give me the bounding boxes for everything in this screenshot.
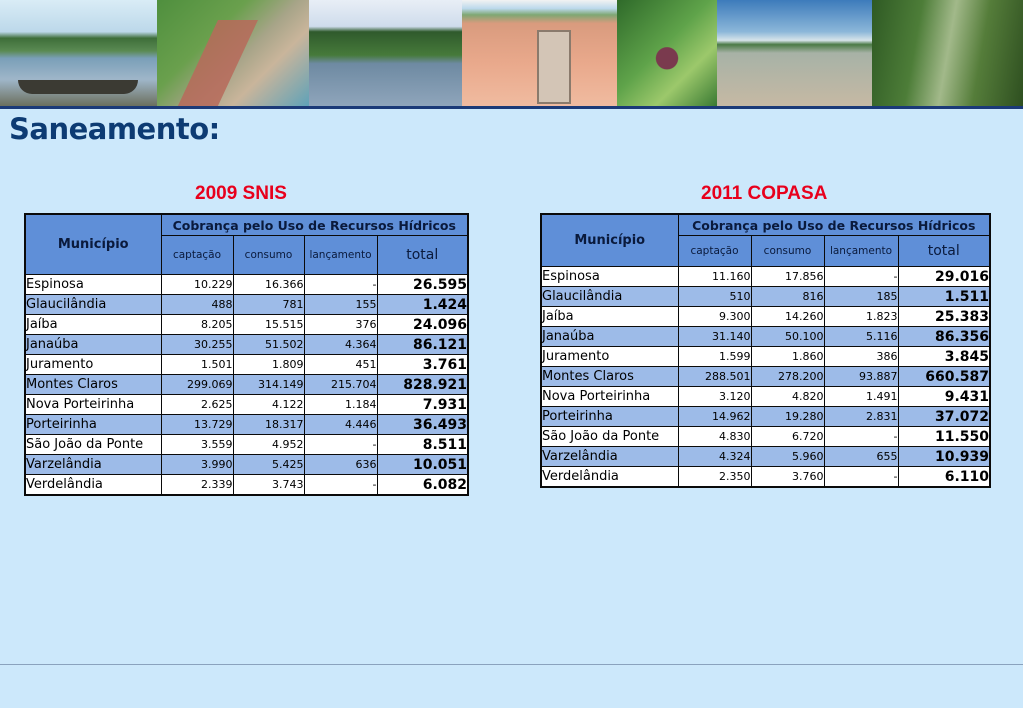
table-row: [541, 267, 990, 287]
table-row: [541, 407, 990, 427]
consumo-cell: 4.122: [233, 395, 304, 415]
captacao-cell: 4.830: [678, 427, 751, 447]
captacao-cell: 10.229: [161, 275, 233, 295]
captacao-cell: 2.625: [161, 395, 233, 415]
table-row: [25, 395, 468, 415]
lancamento-cell: 4.446: [304, 415, 377, 435]
table-row: [25, 315, 468, 335]
column-header-consumo: consumo: [233, 236, 304, 275]
consumo-cell: 314.149: [233, 375, 304, 395]
municipio-cell: Nova Porteirinha: [541, 387, 678, 407]
captacao-cell: 2.339: [161, 475, 233, 496]
total-cell: 10.051: [377, 455, 468, 475]
column-header-total: total: [377, 236, 468, 275]
municipio-cell: Varzelândia: [25, 455, 161, 475]
municipio-cell: Nova Porteirinha: [25, 395, 161, 415]
total-cell: 8.511: [377, 435, 468, 455]
table-row: [541, 447, 990, 467]
lancamento-cell: 155: [304, 295, 377, 315]
total-cell: 6.110: [898, 467, 990, 488]
captacao-cell: 11.160: [678, 267, 751, 287]
table-row: [541, 347, 990, 367]
total-cell: 86.121: [377, 335, 468, 355]
table-row: [25, 475, 468, 496]
column-header-lancamento: lançamento: [824, 236, 898, 267]
consumo-cell: 51.502: [233, 335, 304, 355]
lancamento-cell: 2.831: [824, 407, 898, 427]
total-cell: 1.424: [377, 295, 468, 315]
captacao-cell: 288.501: [678, 367, 751, 387]
consumo-cell: 18.317: [233, 415, 304, 435]
page-title: Saneamento:: [9, 112, 220, 146]
lancamento-cell: 185: [824, 287, 898, 307]
consumo-cell: 278.200: [751, 367, 824, 387]
municipio-cell: Jaíba: [25, 315, 161, 335]
total-cell: 26.595: [377, 275, 468, 295]
municipio-cell: São João da Ponte: [541, 427, 678, 447]
consumo-cell: 4.820: [751, 387, 824, 407]
footer-divider: [0, 664, 1023, 665]
total-cell: 36.493: [377, 415, 468, 435]
banner-divider: [0, 106, 1023, 109]
lancamento-cell: -: [824, 267, 898, 287]
captacao-cell: 1.599: [678, 347, 751, 367]
captacao-cell: 13.729: [161, 415, 233, 435]
river-boat-photo: [0, 0, 157, 106]
table-2009-snis: [24, 213, 469, 496]
right-table-heading: 2011 COPASA: [701, 183, 828, 204]
column-header-consumo: consumo: [751, 236, 824, 267]
captacao-cell: 3.559: [161, 435, 233, 455]
consumo-cell: 1.809: [233, 355, 304, 375]
consumo-cell: 4.952: [233, 435, 304, 455]
water-gauge-photo: [462, 0, 617, 106]
total-cell: 11.550: [898, 427, 990, 447]
table-row: [25, 275, 468, 295]
captacao-cell: 4.324: [678, 447, 751, 467]
municipio-cell: Juramento: [25, 355, 161, 375]
table-row: [25, 435, 468, 455]
column-header-total: total: [898, 236, 990, 267]
captacao-cell: 8.205: [161, 315, 233, 335]
total-cell: 10.939: [898, 447, 990, 467]
table-2011-copasa: [540, 213, 991, 488]
total-cell: 7.931: [377, 395, 468, 415]
consumo-cell: 15.515: [233, 315, 304, 335]
lancamento-cell: 636: [304, 455, 377, 475]
table-row: [25, 455, 468, 475]
column-header-municipio: Município: [25, 214, 161, 275]
captacao-cell: 488: [161, 295, 233, 315]
forest-stream-photo: [872, 0, 1023, 106]
municipio-cell: Verdelândia: [25, 475, 161, 496]
table-row: [541, 307, 990, 327]
municipio-cell: Juramento: [541, 347, 678, 367]
lancamento-cell: 4.364: [304, 335, 377, 355]
column-header-cobranca: Cobrança pelo Uso de Recursos Hídricos: [678, 214, 990, 236]
municipio-cell: Montes Claros: [25, 375, 161, 395]
captacao-cell: 9.300: [678, 307, 751, 327]
photo-banner: [0, 0, 1023, 106]
table-row: [541, 467, 990, 488]
total-cell: 828.921: [377, 375, 468, 395]
consumo-cell: 816: [751, 287, 824, 307]
lancamento-cell: 451: [304, 355, 377, 375]
total-cell: 86.356: [898, 327, 990, 347]
lancamento-cell: 1.823: [824, 307, 898, 327]
table-row: [25, 335, 468, 355]
total-cell: 24.096: [377, 315, 468, 335]
captacao-cell: 3.120: [678, 387, 751, 407]
municipio-cell: Janaúba: [541, 327, 678, 347]
municipio-cell: Janaúba: [25, 335, 161, 355]
total-cell: 37.072: [898, 407, 990, 427]
table-row: [541, 367, 990, 387]
consumo-cell: 16.366: [233, 275, 304, 295]
column-header-captacao: captação: [161, 236, 233, 275]
consumo-cell: 5.960: [751, 447, 824, 467]
municipio-cell: São João da Ponte: [25, 435, 161, 455]
left-table-heading: 2009 SNIS: [195, 183, 287, 204]
municipio-cell: Jaíba: [541, 307, 678, 327]
municipio-cell: Espinosa: [25, 275, 161, 295]
consumo-cell: 19.280: [751, 407, 824, 427]
table-row: [541, 427, 990, 447]
table-row: [25, 295, 468, 315]
table-row: [25, 415, 468, 435]
table-row: [541, 387, 990, 407]
captacao-cell: 14.962: [678, 407, 751, 427]
captacao-cell: 1.501: [161, 355, 233, 375]
captacao-cell: 3.990: [161, 455, 233, 475]
municipio-cell: Porteirinha: [541, 407, 678, 427]
captacao-cell: 31.140: [678, 327, 751, 347]
lancamento-cell: -: [304, 475, 377, 496]
table-row: [25, 375, 468, 395]
total-cell: 25.383: [898, 307, 990, 327]
captacao-cell: 30.255: [161, 335, 233, 355]
captacao-cell: 2.350: [678, 467, 751, 488]
lancamento-cell: 386: [824, 347, 898, 367]
total-cell: 6.082: [377, 475, 468, 496]
column-header-cobranca: Cobrança pelo Uso de Recursos Hídricos: [161, 214, 468, 236]
table-row: [541, 287, 990, 307]
lancamento-cell: 1.491: [824, 387, 898, 407]
total-cell: 1.511: [898, 287, 990, 307]
consumo-cell: 1.860: [751, 347, 824, 367]
consumo-cell: 6.720: [751, 427, 824, 447]
lancamento-cell: 5.116: [824, 327, 898, 347]
total-cell: 9.431: [898, 387, 990, 407]
consumo-cell: 781: [233, 295, 304, 315]
banana-plant-photo: [617, 0, 717, 106]
calm-river-photo: [309, 0, 462, 106]
lancamento-cell: -: [304, 435, 377, 455]
municipio-cell: Verdelândia: [541, 467, 678, 488]
total-cell: 3.845: [898, 347, 990, 367]
consumo-cell: 3.743: [233, 475, 304, 496]
lancamento-cell: 376: [304, 315, 377, 335]
total-cell: 3.761: [377, 355, 468, 375]
consumo-cell: 5.425: [233, 455, 304, 475]
lancamento-cell: -: [824, 467, 898, 488]
table-row: [541, 327, 990, 347]
lancamento-cell: 215.704: [304, 375, 377, 395]
captacao-cell: 510: [678, 287, 751, 307]
table-row: [25, 355, 468, 375]
lancamento-cell: -: [304, 275, 377, 295]
municipio-cell: Montes Claros: [541, 367, 678, 387]
consumo-cell: 14.260: [751, 307, 824, 327]
consumo-cell: 50.100: [751, 327, 824, 347]
municipio-cell: Espinosa: [541, 267, 678, 287]
consumo-cell: 17.856: [751, 267, 824, 287]
column-header-municipio: Município: [541, 214, 678, 267]
total-cell: 660.587: [898, 367, 990, 387]
flooded-river-photo: [717, 0, 872, 106]
consumo-cell: 3.760: [751, 467, 824, 488]
column-header-lancamento: lançamento: [304, 236, 377, 275]
crowd-bridge-photo: [157, 0, 309, 106]
lancamento-cell: 1.184: [304, 395, 377, 415]
municipio-cell: Porteirinha: [25, 415, 161, 435]
column-header-captacao: captação: [678, 236, 751, 267]
municipio-cell: Varzelândia: [541, 447, 678, 467]
lancamento-cell: 93.887: [824, 367, 898, 387]
captacao-cell: 299.069: [161, 375, 233, 395]
total-cell: 29.016: [898, 267, 990, 287]
lancamento-cell: 655: [824, 447, 898, 467]
municipio-cell: Glaucilândia: [541, 287, 678, 307]
municipio-cell: Glaucilândia: [25, 295, 161, 315]
lancamento-cell: -: [824, 427, 898, 447]
